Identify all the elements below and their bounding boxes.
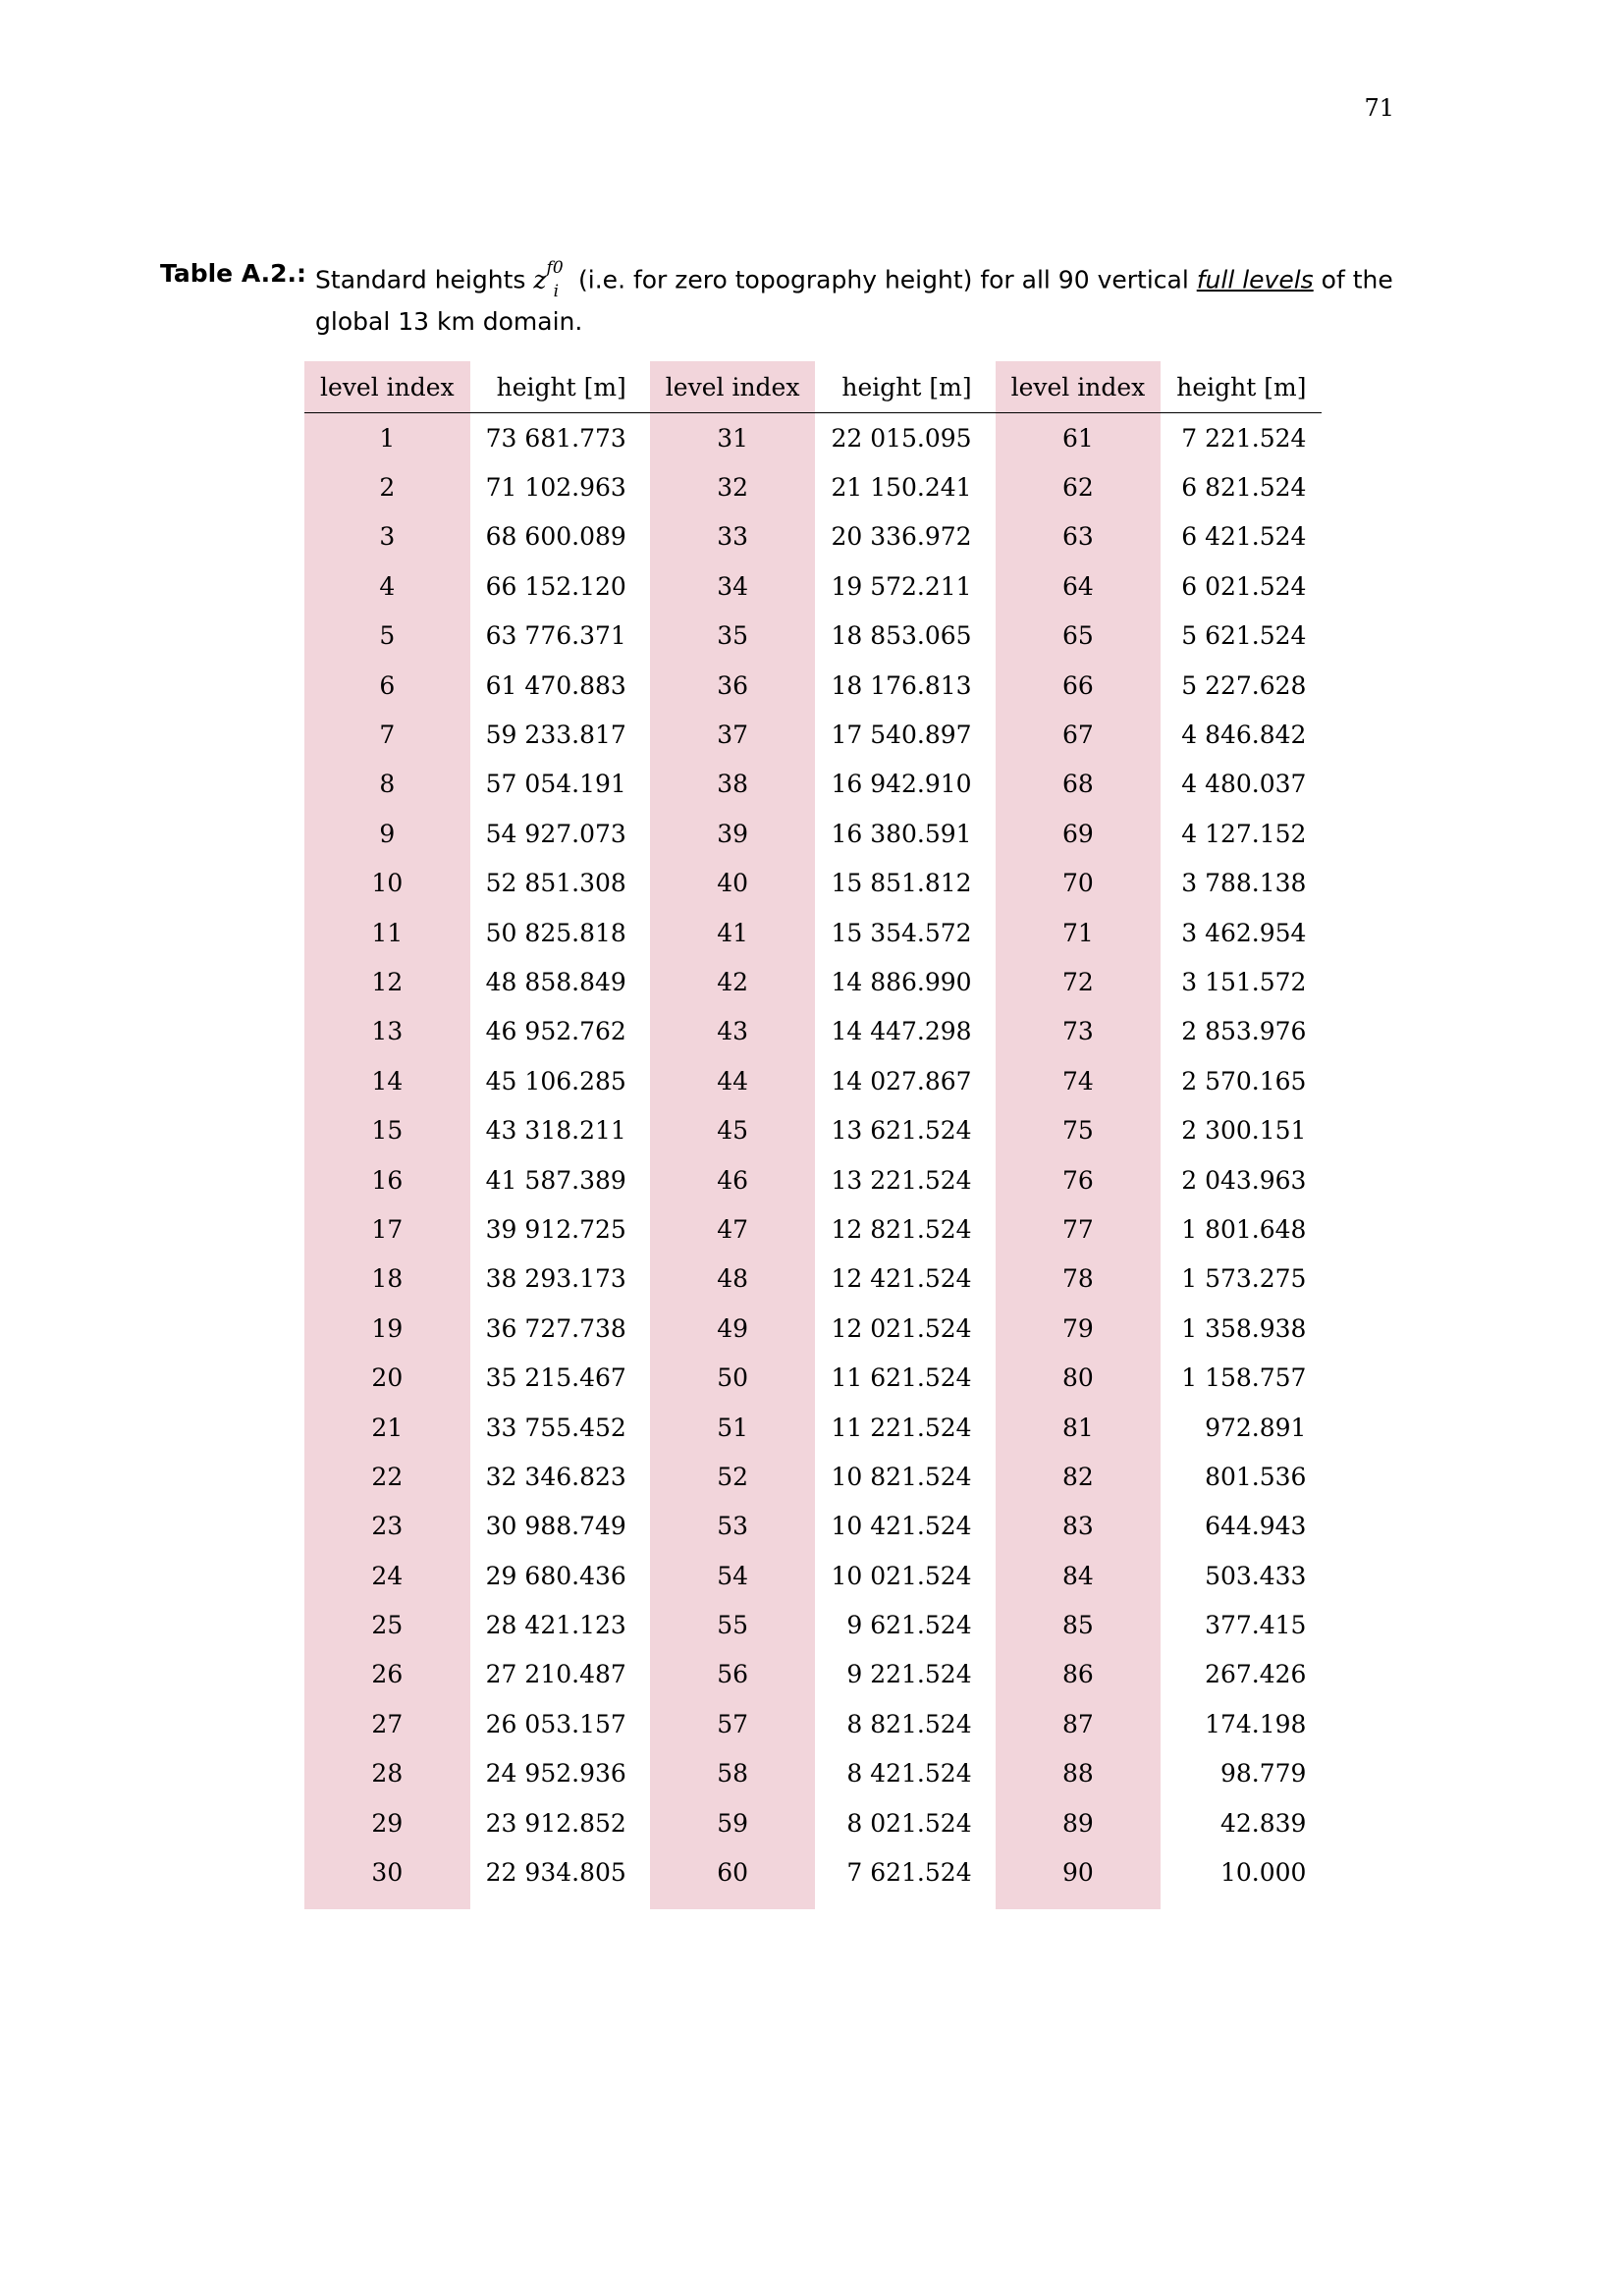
level-index-cell: 69 (996, 809, 1162, 858)
height-cell: 48 858.849 (485, 967, 626, 996)
height-cell: 20 336.972 (831, 522, 972, 552)
table-row (304, 1155, 1322, 1204)
header-level-index-2: level index (650, 361, 816, 413)
column-gap (642, 512, 650, 561)
level-index-cell: 24 (304, 1551, 470, 1600)
level-index-cell: 6 (304, 661, 470, 710)
height-cell: 59 233.817 (485, 721, 626, 750)
level-index-cell: 31 (650, 413, 816, 463)
level-index-cell: 5 (304, 612, 470, 661)
column-gap (988, 1749, 996, 1798)
table-row (304, 1353, 1322, 1402)
column-gap (642, 1452, 650, 1501)
table-row (304, 957, 1322, 1006)
height-cell: 26 053.157 (485, 1709, 626, 1738)
column-gap (642, 462, 650, 511)
level-index-cell: 58 (650, 1749, 816, 1798)
height-cell: 21 150.241 (831, 473, 972, 503)
table-row (304, 661, 1322, 710)
level-index-cell: 50 (650, 1353, 816, 1402)
level-index-cell: 7 (304, 710, 470, 759)
level-index-cell: 18 (304, 1255, 470, 1304)
level-index-cell: 61 (996, 413, 1162, 463)
height-cell: 4 846.842 (1181, 721, 1307, 750)
level-index-cell: 75 (996, 1105, 1162, 1154)
level-index-cell: 30 (304, 1847, 470, 1908)
column-gap (642, 908, 650, 957)
column-gap (988, 1056, 996, 1105)
level-index-cell: 38 (650, 760, 816, 809)
level-index-cell: 40 (650, 859, 816, 908)
height-cell: 42.839 (1219, 1808, 1307, 1838)
level-index-cell: 54 (650, 1551, 816, 1600)
level-index-cell: 51 (650, 1403, 816, 1452)
column-gap (642, 612, 650, 661)
column-gap (642, 1056, 650, 1105)
height-cell: 2 570.165 (1181, 1066, 1307, 1095)
level-index-cell: 83 (996, 1502, 1162, 1551)
column-gap (642, 859, 650, 908)
level-index-cell: 62 (996, 462, 1162, 511)
height-cell: 1 158.757 (1181, 1363, 1307, 1393)
height-cell: 12 421.524 (831, 1264, 972, 1294)
table-row (304, 1204, 1322, 1254)
level-index-cell: 26 (304, 1650, 470, 1699)
level-index-cell: 36 (650, 661, 816, 710)
column-gap (988, 1007, 996, 1056)
height-cell: 3 788.138 (1181, 869, 1307, 898)
level-index-cell: 10 (304, 859, 470, 908)
height-cell: 52 851.308 (485, 869, 626, 898)
column-gap (988, 957, 996, 1006)
level-index-cell: 85 (996, 1600, 1162, 1649)
height-cell: 10 821.524 (831, 1462, 972, 1491)
table-row (304, 1255, 1322, 1304)
height-cell: 5 621.524 (1181, 621, 1307, 651)
height-cell: 13 221.524 (831, 1165, 972, 1195)
height-cell: 972.891 (1205, 1413, 1307, 1442)
level-index-cell: 82 (996, 1452, 1162, 1501)
level-index-cell: 42 (650, 957, 816, 1006)
level-index-cell: 41 (650, 908, 816, 957)
math-superscript: f0 (546, 258, 564, 278)
level-index-cell: 63 (996, 512, 1162, 561)
column-gap (988, 1105, 996, 1154)
column-gap (642, 1600, 650, 1649)
level-index-cell: 68 (996, 760, 1162, 809)
level-index-cell: 60 (650, 1847, 816, 1908)
height-cell: 267.426 (1205, 1660, 1307, 1689)
height-cell: 54 927.073 (485, 819, 626, 848)
level-index-cell: 9 (304, 809, 470, 858)
column-gap (988, 661, 996, 710)
column-gap (642, 760, 650, 809)
table-row (304, 1502, 1322, 1551)
level-index-cell: 21 (304, 1403, 470, 1452)
height-cell: 36 727.738 (485, 1313, 626, 1343)
level-index-cell: 32 (650, 462, 816, 511)
height-cell: 24 952.936 (485, 1759, 626, 1789)
column-gap (988, 1551, 996, 1600)
height-cell: 50 825.818 (485, 918, 626, 947)
column-gap (988, 1502, 996, 1551)
height-cell: 14 447.298 (831, 1017, 972, 1046)
height-cell: 15 851.812 (831, 869, 972, 898)
height-cell: 2 853.976 (1181, 1017, 1307, 1046)
level-index-cell: 74 (996, 1056, 1162, 1105)
caption-label: Table A.2.: (160, 259, 307, 288)
table-row (304, 1551, 1322, 1600)
column-gap (642, 1105, 650, 1154)
height-cell: 29 680.436 (485, 1561, 626, 1590)
level-index-cell: 67 (996, 710, 1162, 759)
level-index-cell: 13 (304, 1007, 470, 1056)
level-index-cell: 19 (304, 1304, 470, 1353)
caption-text-before: Standard heights (315, 265, 534, 294)
height-cell: 19 572.211 (831, 571, 972, 601)
level-index-cell: 86 (996, 1650, 1162, 1699)
height-cell: 6 821.524 (1181, 473, 1307, 503)
table-row (304, 1056, 1322, 1105)
table-row (304, 859, 1322, 908)
level-index-cell: 53 (650, 1502, 816, 1551)
level-index-cell: 78 (996, 1255, 1162, 1304)
level-index-cell: 79 (996, 1304, 1162, 1353)
height-cell: 22 934.805 (485, 1858, 626, 1888)
level-index-cell: 56 (650, 1650, 816, 1699)
level-index-cell: 55 (650, 1600, 816, 1649)
column-gap (988, 1204, 996, 1254)
caption-text-after: of the global 13 km domain. (315, 265, 1393, 337)
height-cell: 15 354.572 (831, 918, 972, 947)
height-cell: 10 021.524 (831, 1561, 972, 1590)
height-cell: 16 380.591 (831, 819, 972, 848)
height-cell: 4 480.037 (1181, 770, 1307, 799)
column-gap (988, 1155, 996, 1204)
column-gap (642, 1551, 650, 1600)
column-gap (642, 1403, 650, 1452)
level-index-cell: 12 (304, 957, 470, 1006)
level-index-cell: 73 (996, 1007, 1162, 1056)
column-gap (988, 1452, 996, 1501)
height-cell: 3 462.954 (1181, 918, 1307, 947)
table-row (304, 1007, 1322, 1056)
height-cell: 39 912.725 (485, 1214, 626, 1244)
caption-emphasis: full levels (1196, 265, 1314, 294)
level-index-cell: 89 (996, 1798, 1162, 1847)
level-index-cell: 1 (304, 413, 470, 463)
height-cell: 8 021.524 (846, 1808, 972, 1838)
table-row (304, 512, 1322, 561)
height-cell: 2 300.151 (1181, 1116, 1307, 1146)
column-gap (988, 413, 996, 463)
height-cell: 1 573.275 (1181, 1264, 1307, 1294)
level-index-cell: 81 (996, 1403, 1162, 1452)
header-height-3: height [m] (1161, 361, 1322, 413)
table-row (304, 1749, 1322, 1798)
page-number: 71 (1364, 94, 1394, 122)
height-cell: 18 853.065 (831, 621, 972, 651)
table-row (304, 908, 1322, 957)
column-gap (642, 1007, 650, 1056)
column-gap (642, 1847, 650, 1908)
level-index-cell: 35 (650, 612, 816, 661)
column-gap (988, 512, 996, 561)
level-index-cell: 65 (996, 612, 1162, 661)
height-cell: 7 221.524 (1181, 423, 1307, 453)
column-gap (642, 661, 650, 710)
height-cell: 13 621.524 (831, 1116, 972, 1146)
table-row (304, 1847, 1322, 1908)
column-gap (642, 361, 650, 413)
table-row (304, 710, 1322, 759)
column-gap (988, 561, 996, 611)
header-level-index-3: level index (996, 361, 1162, 413)
math-base: z (533, 265, 547, 294)
table-row (304, 809, 1322, 858)
height-cell: 503.433 (1205, 1561, 1307, 1590)
level-index-cell: 52 (650, 1452, 816, 1501)
column-gap (988, 1304, 996, 1353)
column-gap (988, 1353, 996, 1402)
table-row (304, 1452, 1322, 1501)
column-gap (642, 413, 650, 463)
height-cell: 14 027.867 (831, 1066, 972, 1095)
height-cell: 6 421.524 (1181, 522, 1307, 552)
height-cell: 28 421.123 (485, 1611, 626, 1640)
level-index-cell: 20 (304, 1353, 470, 1402)
level-index-cell: 80 (996, 1353, 1162, 1402)
column-gap (642, 1353, 650, 1402)
table-row (304, 612, 1322, 661)
level-index-cell: 57 (650, 1699, 816, 1748)
column-gap (988, 1600, 996, 1649)
height-cell: 27 210.487 (485, 1660, 626, 1689)
height-cell: 1 801.648 (1181, 1214, 1307, 1244)
level-index-cell: 45 (650, 1105, 816, 1154)
column-gap (988, 859, 996, 908)
height-cell: 45 106.285 (485, 1066, 626, 1095)
height-cell: 46 952.762 (485, 1017, 626, 1046)
table-row (304, 1798, 1322, 1847)
level-index-cell: 59 (650, 1798, 816, 1847)
level-index-cell: 84 (996, 1551, 1162, 1600)
column-gap (642, 1650, 650, 1699)
height-cell: 5 227.628 (1181, 670, 1307, 700)
level-index-cell: 64 (996, 561, 1162, 611)
table-row (304, 413, 1322, 463)
column-gap (988, 710, 996, 759)
level-index-cell: 90 (996, 1847, 1162, 1908)
height-cell: 38 293.173 (485, 1264, 626, 1294)
level-index-cell: 47 (650, 1204, 816, 1254)
column-gap (988, 1255, 996, 1304)
level-index-cell: 72 (996, 957, 1162, 1006)
height-cell: 17 540.897 (831, 721, 972, 750)
level-index-cell: 71 (996, 908, 1162, 957)
level-index-cell: 11 (304, 908, 470, 957)
level-index-cell: 34 (650, 561, 816, 611)
table-row (304, 1304, 1322, 1353)
height-cell: 1 358.938 (1181, 1313, 1307, 1343)
column-gap (988, 1650, 996, 1699)
caption-body (315, 257, 1397, 339)
height-cell: 3 151.572 (1181, 967, 1307, 996)
level-index-cell: 15 (304, 1105, 470, 1154)
level-index-cell: 46 (650, 1155, 816, 1204)
height-cell: 10.000 (1219, 1858, 1307, 1888)
header-height-2: height [m] (815, 361, 987, 413)
column-gap (642, 1204, 650, 1254)
level-index-cell: 37 (650, 710, 816, 759)
height-cell: 18 176.813 (831, 670, 972, 700)
height-cell: 73 681.773 (485, 423, 626, 453)
height-cell: 63 776.371 (485, 621, 626, 651)
level-index-cell: 66 (996, 661, 1162, 710)
level-index-cell: 39 (650, 809, 816, 858)
height-cell: 14 886.990 (831, 967, 972, 996)
column-gap (642, 1255, 650, 1304)
height-cell: 22 015.095 (831, 423, 972, 453)
level-index-cell: 17 (304, 1204, 470, 1254)
column-gap (988, 809, 996, 858)
level-index-cell: 2 (304, 462, 470, 511)
height-cell: 35 215.467 (485, 1363, 626, 1393)
column-gap (988, 1847, 996, 1908)
math-subscript: i (553, 282, 560, 302)
height-cell: 9 221.524 (846, 1660, 972, 1689)
column-gap (642, 809, 650, 858)
height-cell: 57 054.191 (485, 770, 626, 799)
level-index-cell: 43 (650, 1007, 816, 1056)
level-index-cell: 16 (304, 1155, 470, 1204)
table-caption (160, 257, 1397, 339)
levels-table (304, 361, 1322, 1909)
height-cell: 2 043.963 (1181, 1165, 1307, 1195)
height-cell: 66 152.120 (485, 571, 626, 601)
column-gap (642, 957, 650, 1006)
column-gap (988, 1403, 996, 1452)
height-cell: 8 821.524 (846, 1709, 972, 1738)
column-gap (642, 1699, 650, 1748)
table-row (304, 1650, 1322, 1699)
height-cell: 9 621.524 (846, 1611, 972, 1640)
level-index-cell: 29 (304, 1798, 470, 1847)
column-gap (642, 1749, 650, 1798)
height-cell: 43 318.211 (485, 1116, 626, 1146)
level-index-cell: 77 (996, 1204, 1162, 1254)
height-cell: 41 587.389 (485, 1165, 626, 1195)
height-cell: 68 600.089 (485, 522, 626, 552)
table-row (304, 462, 1322, 511)
header-height-1: height [m] (470, 361, 642, 413)
height-cell: 377.415 (1205, 1611, 1307, 1640)
level-index-cell: 25 (304, 1600, 470, 1649)
height-cell: 30 988.749 (485, 1512, 626, 1541)
table-row (304, 760, 1322, 809)
column-gap (642, 561, 650, 611)
level-index-cell: 8 (304, 760, 470, 809)
column-gap (988, 908, 996, 957)
height-cell: 644.943 (1205, 1512, 1307, 1541)
column-gap (988, 1798, 996, 1847)
column-gap (988, 462, 996, 511)
height-cell: 33 755.452 (485, 1413, 626, 1442)
level-index-cell: 28 (304, 1749, 470, 1798)
height-cell: 6 021.524 (1181, 571, 1307, 601)
level-index-cell: 23 (304, 1502, 470, 1551)
height-cell: 10 421.524 (831, 1512, 972, 1541)
height-cell: 12 021.524 (831, 1313, 972, 1343)
height-cell: 12 821.524 (831, 1214, 972, 1244)
column-gap (988, 612, 996, 661)
level-index-cell: 14 (304, 1056, 470, 1105)
column-gap (642, 1502, 650, 1551)
height-cell: 7 621.524 (846, 1858, 972, 1888)
level-index-cell: 44 (650, 1056, 816, 1105)
caption-text-middle: (i.e. for zero topography height) for all 90 vertical (570, 265, 1197, 294)
column-gap (642, 1304, 650, 1353)
caption-math-symbol (533, 257, 570, 305)
height-cell: 16 942.910 (831, 770, 972, 799)
height-cell: 11 621.524 (831, 1363, 972, 1393)
height-cell: 98.779 (1219, 1759, 1307, 1789)
level-index-cell: 88 (996, 1749, 1162, 1798)
level-index-cell: 4 (304, 561, 470, 611)
height-cell: 4 127.152 (1181, 819, 1307, 848)
height-cell: 174.198 (1205, 1709, 1307, 1738)
column-gap (988, 361, 996, 413)
column-gap (642, 1155, 650, 1204)
level-index-cell: 49 (650, 1304, 816, 1353)
height-cell: 71 102.963 (485, 473, 626, 503)
header-level-index-1: level index (304, 361, 470, 413)
height-cell: 32 346.823 (485, 1462, 626, 1491)
level-index-cell: 3 (304, 512, 470, 561)
table-row (304, 1600, 1322, 1649)
height-cell: 23 912.852 (485, 1808, 626, 1838)
height-cell: 11 221.524 (831, 1413, 972, 1442)
column-gap (642, 710, 650, 759)
level-index-cell: 48 (650, 1255, 816, 1304)
height-cell: 8 421.524 (846, 1759, 972, 1789)
table-row (304, 1105, 1322, 1154)
level-index-cell: 70 (996, 859, 1162, 908)
column-gap (988, 1699, 996, 1748)
column-gap (988, 760, 996, 809)
level-index-cell: 87 (996, 1699, 1162, 1748)
table-row (304, 1403, 1322, 1452)
level-index-cell: 22 (304, 1452, 470, 1501)
level-index-cell: 76 (996, 1155, 1162, 1204)
table-row (304, 561, 1322, 611)
height-cell: 801.536 (1205, 1462, 1307, 1491)
table-body (304, 413, 1322, 1909)
level-index-cell: 33 (650, 512, 816, 561)
column-gap (642, 1798, 650, 1847)
height-cell: 61 470.883 (485, 670, 626, 700)
table-header-row (304, 361, 1322, 413)
table-row (304, 1699, 1322, 1748)
level-index-cell: 27 (304, 1699, 470, 1748)
